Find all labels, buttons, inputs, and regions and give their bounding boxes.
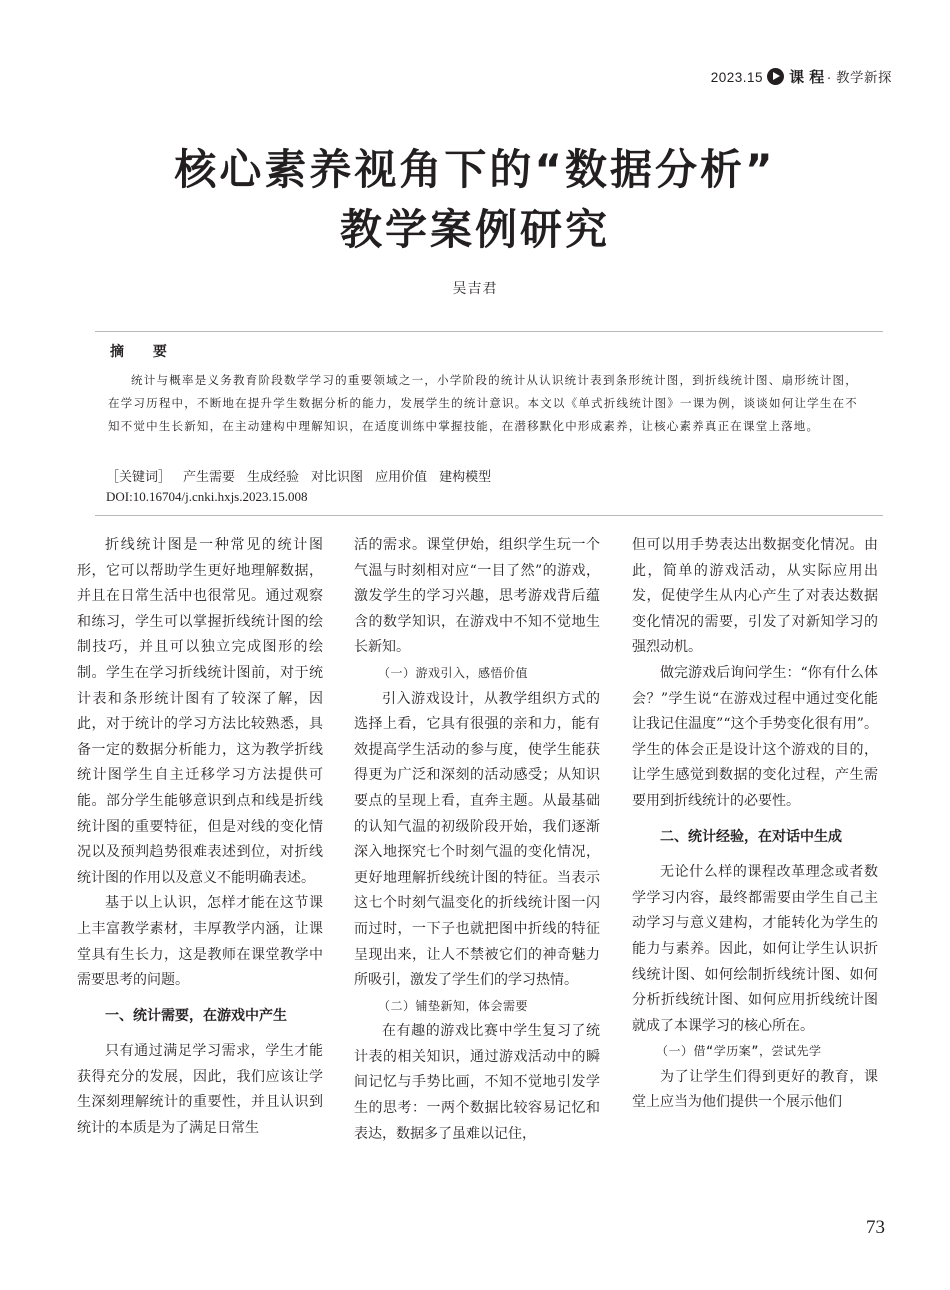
column-name: 课 程 bbox=[789, 69, 825, 86]
running-header bbox=[500, 66, 892, 87]
title-line-1: 核心素养视角下的“数据分析” bbox=[174, 145, 776, 194]
paragraph: 基于以上认识，怎样才能在这节课上丰富教学素材，丰厚教学内涵，让课堂具有生长力，这是教师在课堂教学中需要思考的问题。 bbox=[77, 895, 323, 989]
body-column-2 bbox=[354, 533, 600, 1147]
keyword-item: 对比识图 bbox=[311, 470, 364, 485]
paragraph: 活的需求。课堂伊始，组织学生玩一个气温与时刻相对应“一目了然”的游戏，激发学生的学习兴趣，思考游戏背后蕴含的数学知识，在游戏中不知不觉地生长新知。 bbox=[354, 537, 600, 656]
abstract-heading: 摘 要 bbox=[110, 344, 179, 360]
page-number: 73 bbox=[866, 1217, 885, 1238]
title-line-2: 教学案例研究 bbox=[339, 205, 610, 254]
abstract-top-rule bbox=[95, 331, 883, 332]
abstract-bottom-rule bbox=[95, 515, 883, 516]
paragraph: 只有通过满足学习需求，学生才能获得充分的发展，因此，我们应该让学生深刻理解统计的重要性，并且认识到统计的本质是为了满足日常生 bbox=[77, 1043, 323, 1137]
subsection-heading: （二）铺垫新知，体会需要 bbox=[378, 998, 529, 1013]
paragraph: 为了让学生们得到更好的教育，课堂上应当为他们提供一个展示他们 bbox=[632, 1068, 878, 1111]
paragraph: 无论什么样的课程改革理念或者数学学习内容，最终都需要由学生自己主动学习与意义建构，才能转化为学生的能力与素养。因此，如何让学生认识折线统计图、如何绘制折线统计图、如何分析折线统计图、如何应用折线统计图就成了本课学习的核心所在。 bbox=[632, 864, 878, 1034]
paragraph: 引入游戏设计，从教学组织方式的选择上看，它具有很强的亲和力，能有效提高学生活动的参与度，使学生能获得更为广泛和深刻的活动感受；从知识要点的呈现上看，直奔主题。从最基础的认知气温的初级阶段开始，我们逐渐深入地探究七个时刻气温的变化情况，更好地理解折线统计图的特征。当表示这七个时刻气温变化的折线统计图一闪而过时，一下子也就把图中折线的特征呈现出来，让人不禁被它们的神奇魅力所吸引，激发了学生们的学习热情。 bbox=[354, 690, 600, 989]
subsection-heading: （一）游戏引入，感悟价值 bbox=[378, 665, 529, 680]
section-name: · 教学新探 bbox=[826, 70, 892, 85]
section-heading: 一、统计需要，在游戏中产生 bbox=[105, 1007, 287, 1024]
author-name: 吴吉君 bbox=[452, 281, 498, 297]
keyword-item: 生成经验 bbox=[247, 470, 300, 485]
issue-number: 2023.15 bbox=[710, 70, 764, 85]
abstract-body: 统计与概率是义务教育阶段数学学习的重要领域之一，小学阶段的统计从认识统计表到条形统计图，到折线统计图、扇形统计图，在学习历程中，不断地在提升学生数据分析的能力，发展学生的统计意识。本文以《单式折线统计图》一课为例，谈谈如何让学生在不知不觉中生长新知，在主动建构中理解知识，在适度训练中掌握技能，在潜移默化中形成素养，让核心素养真正在课堂上落地。 bbox=[108, 373, 858, 433]
play-icon bbox=[767, 68, 784, 85]
section-heading: 二、统计经验，在对话中生成 bbox=[660, 828, 842, 845]
body-column-3 bbox=[632, 533, 878, 1116]
keyword-item: 建构模型 bbox=[439, 470, 492, 485]
keyword-item: 产生需要 bbox=[183, 470, 236, 485]
body-column-1 bbox=[77, 533, 323, 1142]
paragraph: 做完游戏后询问学生：“你有什么体会？”学生说“在游戏过程中通过变化能让我记住温度”“这个手势变化很有用”。学生的体会正是设计这个游戏的目的，让学生感觉到数据的变化过程，产生需要用到折线统计的必要性。 bbox=[632, 664, 878, 809]
doi: DOI:10.16704/j.cnki.hxjs.2023.15.008 bbox=[106, 489, 308, 504]
subsection-heading: （一）借“学历案”，尝试先学 bbox=[656, 1044, 822, 1059]
article-title bbox=[0, 140, 950, 260]
paragraph: 在有趣的游戏比赛中学生复习了统计表的相关知识，通过游戏活动中的瞬间记忆与手势比画，不知不觉地引发学生的思考：一两个数据比较容易记忆和表达，数据多了虽难以记住， bbox=[354, 1023, 600, 1142]
keyword-item: 应用价值 bbox=[375, 470, 428, 485]
paragraph: 但可以用手势表达出数据变化情况。由此，简单的游戏活动，从实际应用出发，促使学生从内心产生了对表达数据变化情况的需要，引发了对新知学习的强烈动机。 bbox=[632, 537, 878, 656]
keywords-label: ［关键词］ bbox=[106, 470, 172, 485]
paragraph: 折线统计图是一种常见的统计图形，它可以帮助学生更好地理解数据，并且在日常生活中也很常见。通过观察和练习，学生可以掌握折线统计图的绘制技巧，并且可以独立完成图形的绘制。学生在学习折线统计图前，对于统计表和条形统计图有了较深了解，因此，对于统计的学习方法比较熟悉，具备一定的数据分析能力，这为教学折线统计图学生自主迁移学习方法提供可能。部分学生能够意识到点和线是折线统计图的重要特征，但是对线的变化情况以及预判趋势很难表述到位，对折线统计图的作用以及意义不能明确表述。 bbox=[77, 537, 323, 886]
keywords bbox=[106, 466, 866, 485]
